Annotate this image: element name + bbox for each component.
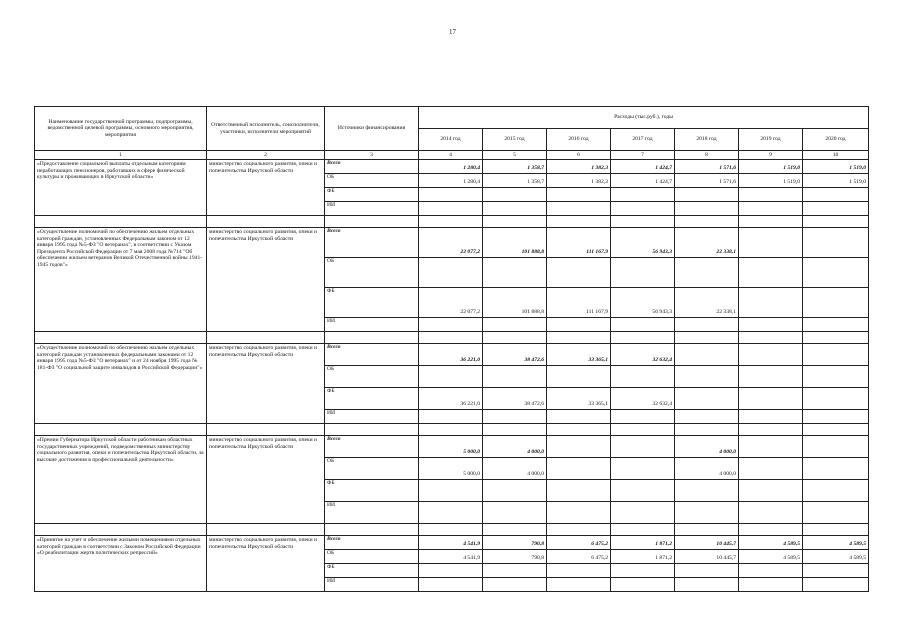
- spacer-cell: [419, 524, 483, 536]
- activity-executor: министерство социального развития, опеки и попечительства Иркутской области: [207, 160, 325, 216]
- activity-name: «Осуществление полномочий по обеспечению жильем отдельных категорий граждан, установленных Федеральным законом от 12 января 1995 года №5-ФЗ "О ветеранах", в соответствии с Указом Президента Российской Федерации от 7 мая 2008 года №714 "Об обеспечении жильем ветеранов Великой Отечественной войны 1941-1945 годов"»: [35, 228, 207, 332]
- source-value: 22 077,2: [419, 288, 483, 318]
- source-value: [675, 188, 739, 202]
- source-value: [547, 188, 611, 202]
- source-value: [611, 366, 675, 388]
- page-number: 17: [449, 28, 456, 36]
- spacer-cell: [35, 332, 207, 344]
- spacer-cell: [803, 216, 869, 228]
- source-value: [419, 564, 483, 578]
- source-value: 1 424,7: [611, 174, 675, 188]
- source-value: [483, 202, 547, 216]
- funding-source: ИИ: [325, 318, 419, 332]
- source-value: [483, 258, 547, 288]
- spacer-cell: [483, 524, 547, 536]
- table-row: [35, 436, 869, 458]
- activity-executor: министерство социального развития, опеки и попечительства Иркутской области: [207, 536, 325, 592]
- spacer-cell: [207, 332, 325, 344]
- spacer-cell: [739, 524, 803, 536]
- source-value: [803, 564, 869, 578]
- total-value: 4 589,5: [739, 536, 803, 550]
- source-value: 56 943,3: [611, 288, 675, 318]
- source-value: [419, 410, 483, 424]
- total-value: 56 943,3: [611, 228, 675, 258]
- spacer-cell: [35, 524, 207, 536]
- source-value: [611, 564, 675, 578]
- source-value: 4 589,5: [739, 550, 803, 564]
- total-value: [675, 344, 739, 366]
- source-value: [739, 258, 803, 288]
- activity-name: «Предоставление социальной выплаты отдельным категориям неработающих пенсионеров, работавших в сфере физической культуры и проживающих в Иркутской области»: [35, 160, 207, 216]
- spacer-cell: [483, 332, 547, 344]
- activity-executor: министерство социального развития, опеки и попечительства Иркутской области: [207, 344, 325, 424]
- source-value: [739, 188, 803, 202]
- source-value: [739, 388, 803, 410]
- source-value: [547, 410, 611, 424]
- spacer-cell: [325, 332, 419, 344]
- header-name: Наименование государственной программы, подпрограммы, ведомственной целевой программы, основного мероприятия, мероприятия: [35, 107, 207, 151]
- source-value: 33 365,1: [547, 388, 611, 410]
- total-value: 1 519,0: [739, 160, 803, 174]
- spacer-cell: [207, 216, 325, 228]
- spacer-cell: [611, 524, 675, 536]
- source-value: [675, 388, 739, 410]
- source-value: 5 000,0: [419, 458, 483, 480]
- spacer-cell: [207, 524, 325, 536]
- source-value: [611, 578, 675, 592]
- total-value: 1 871,2: [611, 536, 675, 550]
- total-value: 38 472,6: [483, 344, 547, 366]
- total-value: [803, 436, 869, 458]
- total-value: [739, 436, 803, 458]
- source-value: [483, 502, 547, 524]
- source-value: [675, 578, 739, 592]
- activity-executor: министерство социального развития, опеки и попечительства Иркутской области: [207, 228, 325, 332]
- source-value: [739, 318, 803, 332]
- source-value: [739, 458, 803, 480]
- source-value: 4 000,0: [675, 458, 739, 480]
- spacer-cell: [547, 424, 611, 436]
- spacer-cell: [483, 216, 547, 228]
- total-value: [547, 436, 611, 458]
- table-row: [35, 344, 869, 366]
- source-value: [419, 202, 483, 216]
- total-value: 1 571,6: [675, 160, 739, 174]
- row-spacer: [35, 424, 869, 436]
- total-value: 10 445,7: [675, 536, 739, 550]
- total-value: 790,8: [483, 536, 547, 550]
- total-value: 4 541,9: [419, 536, 483, 550]
- total-value: 4 000,0: [675, 436, 739, 458]
- funding-source: ФБ: [325, 564, 419, 578]
- row-spacer: [35, 524, 869, 536]
- funding-source: Всего: [325, 436, 419, 458]
- table-row: [35, 228, 869, 258]
- source-value: [803, 258, 869, 288]
- source-value: [675, 202, 739, 216]
- source-value: [483, 188, 547, 202]
- table-row: [35, 160, 869, 174]
- source-value: [419, 318, 483, 332]
- source-value: 32 632,4: [611, 388, 675, 410]
- source-value: 4 541,9: [419, 550, 483, 564]
- total-value: [739, 344, 803, 366]
- source-value: [483, 410, 547, 424]
- source-value: [419, 258, 483, 288]
- spacer-cell: [325, 524, 419, 536]
- source-value: [419, 188, 483, 202]
- source-value: [419, 578, 483, 592]
- col-number: 9: [739, 151, 803, 160]
- funding-source: ОБ: [325, 366, 419, 388]
- source-value: [739, 502, 803, 524]
- source-value: [547, 318, 611, 332]
- spacer-cell: [803, 332, 869, 344]
- total-value: 111 167,9: [547, 228, 611, 258]
- source-value: [547, 578, 611, 592]
- source-value: [739, 366, 803, 388]
- source-value: [803, 288, 869, 318]
- source-value: 4 589,5: [803, 550, 869, 564]
- source-value: [547, 258, 611, 288]
- source-value: [611, 188, 675, 202]
- funding-source: ФБ: [325, 288, 419, 318]
- source-value: 790,8: [483, 550, 547, 564]
- col-number: 7: [611, 151, 675, 160]
- source-value: 22 338,1: [675, 288, 739, 318]
- header-year: 2014 год: [419, 129, 483, 151]
- spacer-cell: [611, 332, 675, 344]
- total-value: 101 888,8: [483, 228, 547, 258]
- funding-source: ИИ: [325, 502, 419, 524]
- source-value: [547, 366, 611, 388]
- source-value: [675, 366, 739, 388]
- source-value: [483, 366, 547, 388]
- col-number: 4: [419, 151, 483, 160]
- source-value: [611, 410, 675, 424]
- source-value: [611, 502, 675, 524]
- total-value: 36 221,0: [419, 344, 483, 366]
- header-year: 2018 год: [675, 129, 739, 151]
- source-value: 1 571,6: [675, 174, 739, 188]
- source-value: [739, 578, 803, 592]
- financing-table: [34, 106, 869, 592]
- header-year: 2015 год: [483, 129, 547, 151]
- spacer-cell: [483, 424, 547, 436]
- spacer-cell: [207, 424, 325, 436]
- column-numbers-row: [35, 151, 869, 160]
- source-value: [547, 480, 611, 502]
- total-value: 1 424,7: [611, 160, 675, 174]
- source-value: [803, 410, 869, 424]
- funding-source: ИИ: [325, 410, 419, 424]
- source-value: 1 871,2: [611, 550, 675, 564]
- col-number: 3: [325, 151, 419, 160]
- funding-source: ФБ: [325, 388, 419, 410]
- col-number: 6: [547, 151, 611, 160]
- spacer-cell: [675, 332, 739, 344]
- spacer-cell: [675, 524, 739, 536]
- funding-source: Всего: [325, 536, 419, 550]
- source-value: 10 445,7: [675, 550, 739, 564]
- source-value: [739, 288, 803, 318]
- source-value: 1 280,4: [419, 174, 483, 188]
- col-number: 8: [675, 151, 739, 160]
- source-value: [803, 578, 869, 592]
- source-value: [803, 202, 869, 216]
- spacer-cell: [611, 424, 675, 436]
- col-number: 5: [483, 151, 547, 160]
- total-value: 1 382,3: [547, 160, 611, 174]
- spacer-cell: [803, 524, 869, 536]
- funding-source: Всего: [325, 344, 419, 366]
- source-value: 1 358,7: [483, 174, 547, 188]
- source-value: [675, 318, 739, 332]
- spacer-cell: [419, 216, 483, 228]
- source-value: 111 167,9: [547, 288, 611, 318]
- header-expenses: Расходы (тыс.руб.), годы: [419, 107, 869, 129]
- row-spacer: [35, 216, 869, 228]
- total-value: 22 077,2: [419, 228, 483, 258]
- funding-source: ОБ: [325, 458, 419, 480]
- source-value: [675, 410, 739, 424]
- source-value: 36 221,0: [419, 388, 483, 410]
- source-value: [675, 502, 739, 524]
- table-row: [35, 536, 869, 550]
- total-value: 33 365,1: [547, 344, 611, 366]
- source-value: [611, 480, 675, 502]
- source-value: [739, 410, 803, 424]
- col-number: 1: [35, 151, 207, 160]
- header-year: 2019 год: [739, 129, 803, 151]
- total-value: 4 000,0: [483, 436, 547, 458]
- total-value: 5 000,0: [419, 436, 483, 458]
- source-value: [739, 564, 803, 578]
- total-value: 4 589,5: [803, 536, 869, 550]
- activity-executor: министерство социального развития, опеки и попечительства Иркутской области: [207, 436, 325, 524]
- source-value: [419, 480, 483, 502]
- source-value: [739, 480, 803, 502]
- total-value: [803, 228, 869, 258]
- funding-source: ФБ: [325, 480, 419, 502]
- source-value: [483, 318, 547, 332]
- source-value: [547, 564, 611, 578]
- total-value: 1 280,4: [419, 160, 483, 174]
- row-spacer: [35, 332, 869, 344]
- source-value: [419, 502, 483, 524]
- funding-source: ИИ: [325, 578, 419, 592]
- funding-source: Всего: [325, 228, 419, 258]
- source-value: 4 000,0: [483, 458, 547, 480]
- spacer-cell: [739, 216, 803, 228]
- spacer-cell: [803, 424, 869, 436]
- funding-source: ФБ: [325, 188, 419, 202]
- source-value: [419, 366, 483, 388]
- header-executor: Ответственный исполнитель, соисполнители, участники, исполнители мероприятий: [207, 107, 325, 151]
- funding-source: ИИ: [325, 202, 419, 216]
- total-value: [611, 436, 675, 458]
- source-value: [611, 318, 675, 332]
- source-value: [739, 202, 803, 216]
- spacer-cell: [611, 216, 675, 228]
- spacer-cell: [419, 332, 483, 344]
- col-number: 10: [803, 151, 869, 160]
- spacer-cell: [419, 424, 483, 436]
- total-value: 6 475,2: [547, 536, 611, 550]
- funding-source: Всего: [325, 160, 419, 174]
- total-value: [739, 228, 803, 258]
- spacer-cell: [675, 424, 739, 436]
- total-value: 32 632,4: [611, 344, 675, 366]
- spacer-cell: [325, 216, 419, 228]
- source-value: [483, 564, 547, 578]
- funding-source: ОБ: [325, 258, 419, 288]
- header-source: Источники финансирования: [325, 107, 419, 151]
- activity-name: «Принятие на учет и обеспечение жилыми помещениями отдельных категорий граждан в соответствии с Законом Российской Федерации «О реабилитации жертв политических репрессий»: [35, 536, 207, 592]
- source-value: [483, 578, 547, 592]
- source-value: [803, 366, 869, 388]
- header-year: 2016 год: [547, 129, 611, 151]
- activity-name: «Премии Губернатора Иркутской области работникам областных государственных учреждений, подведомственных министерству социального развития, опеки и попечительства Иркутской области, за высокие достижения в профессиональной деятельности»: [35, 436, 207, 524]
- source-value: [803, 388, 869, 410]
- source-value: [675, 480, 739, 502]
- spacer-cell: [325, 424, 419, 436]
- spacer-cell: [35, 216, 207, 228]
- header-year: 2020 год: [803, 129, 869, 151]
- total-value: 1 358,7: [483, 160, 547, 174]
- spacer-cell: [739, 424, 803, 436]
- total-value: [803, 344, 869, 366]
- source-value: [675, 564, 739, 578]
- total-value: 22 338,1: [675, 228, 739, 258]
- source-value: 38 472,6: [483, 388, 547, 410]
- source-value: [803, 480, 869, 502]
- spacer-cell: [739, 332, 803, 344]
- source-value: 101 888,8: [483, 288, 547, 318]
- spacer-cell: [35, 424, 207, 436]
- col-number: 2: [207, 151, 325, 160]
- source-value: [803, 502, 869, 524]
- source-value: [803, 188, 869, 202]
- spacer-cell: [675, 216, 739, 228]
- source-value: [803, 458, 869, 480]
- funding-source: ОБ: [325, 174, 419, 188]
- source-value: 6 475,2: [547, 550, 611, 564]
- source-value: [547, 202, 611, 216]
- funding-source: ОБ: [325, 550, 419, 564]
- source-value: [547, 502, 611, 524]
- source-value: 1 519,0: [803, 174, 869, 188]
- spacer-cell: [547, 332, 611, 344]
- spacer-cell: [547, 216, 611, 228]
- source-value: [611, 258, 675, 288]
- source-value: [483, 480, 547, 502]
- source-value: [611, 202, 675, 216]
- source-value: [803, 318, 869, 332]
- activity-name: «Осуществление полномочий по обеспечению жильем отдельных категорий граждан установленных федеральными законами от 12 января 1995 года №5-ФЗ "О ветеранах" и от 24 ноября 1995 года № 181-ФЗ "О социальной защите инвалидов в Российской Федерации"»: [35, 344, 207, 424]
- source-value: 1 519,0: [739, 174, 803, 188]
- source-value: [611, 458, 675, 480]
- spacer-cell: [547, 524, 611, 536]
- source-value: [675, 258, 739, 288]
- total-value: 1 519,0: [803, 160, 869, 174]
- source-value: [547, 458, 611, 480]
- source-value: 1 382,3: [547, 174, 611, 188]
- header-year: 2017 год: [611, 129, 675, 151]
